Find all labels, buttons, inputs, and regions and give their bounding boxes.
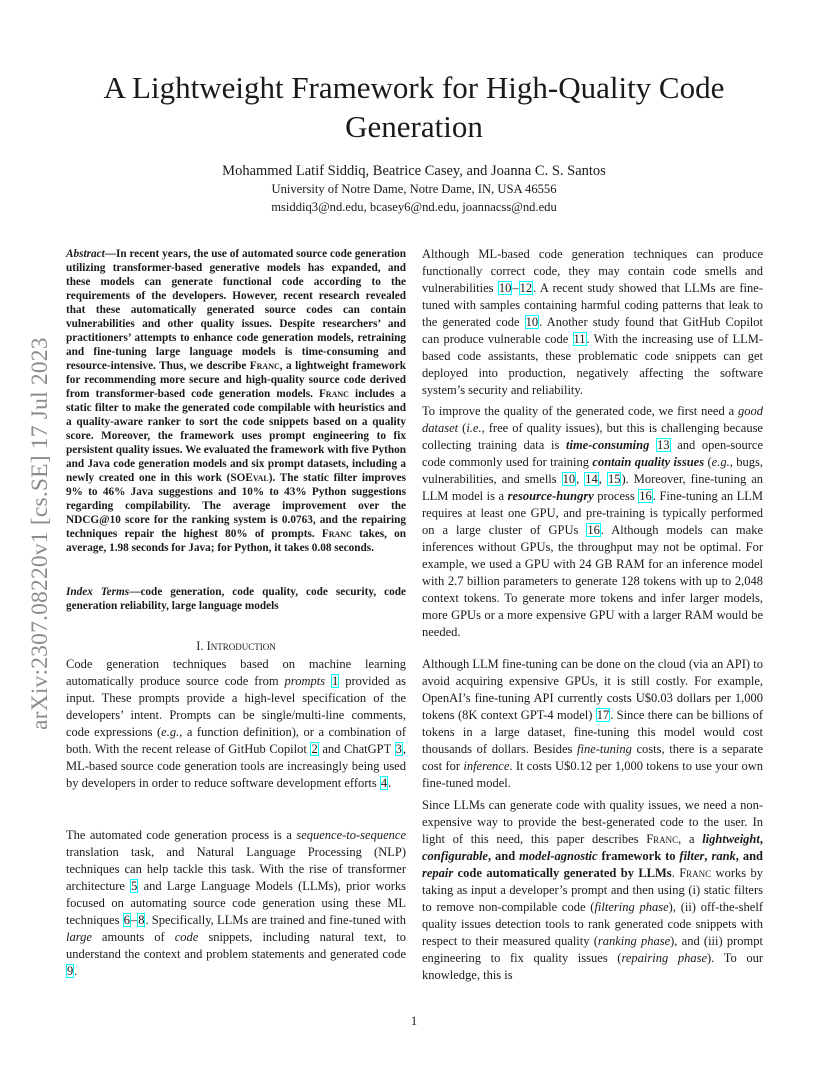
citation-link[interactable]: 5 bbox=[131, 879, 138, 893]
abstract-text: takes, on average, 1.98 seconds for Java; for Python, it takes 0.08 seconds. bbox=[66, 528, 406, 554]
abstract bbox=[66, 247, 406, 555]
page-number: 1 bbox=[410, 1014, 418, 1028]
affiliation: University of Notre Dame, Notre Dame, IN, USA 46556 bbox=[271, 182, 557, 196]
citation-link[interactable]: 9 bbox=[67, 964, 74, 978]
index-terms bbox=[66, 585, 406, 613]
author-emails: msiddiq3@nd.edu, bcasey6@nd.edu, joannacss@nd.edu bbox=[271, 200, 557, 214]
citation-link[interactable]: 2 bbox=[311, 742, 318, 756]
author-list: Mohammed Latif Siddiq, Beatrice Casey, and Joanna C. S. Santos bbox=[222, 163, 606, 179]
citation-link[interactable]: 10 bbox=[562, 472, 576, 486]
index-terms-lead: Index Terms bbox=[66, 586, 130, 598]
section-heading-introduction: I. Introduction bbox=[196, 639, 276, 653]
abstract-text: ). The static filter improves 9% to 46% Java suggestions and 10% to 43% Python suggestions regarding compilability. The average improvement over the NDCG@10 score for the ranking system is 0.0763, and the repairing techniques repair the highest 80% of prompts. bbox=[66, 472, 406, 540]
franc-name: Franc bbox=[318, 388, 349, 400]
citation-link[interactable]: 10 bbox=[525, 315, 539, 329]
citation-link[interactable]: 10 bbox=[498, 281, 512, 295]
soeval-name: SOEval bbox=[230, 472, 269, 484]
body-paragraph: Although LLM fine-tuning can be done on the cloud (via an API) to avoid acquiring expensive GPUs, it is still costly. For example, OpenAI’s fine-tuning API currently costs U$0.03 dollars per 1,000 tokens (8K context GPT-4 model) 17. Since there can be billions of tokens in a large dataset, fine-tuning this model would cost thousands of dollars. Besides fine-tuning costs, there is a separate cost for inference. It costs U$0.12 per 1,000 tokens to use your own fine-tuned model. bbox=[422, 657, 763, 790]
citation-link[interactable]: 8 bbox=[138, 913, 145, 927]
body-paragraph: Code generation techniques based on machine learning automatically produce source code from prompts 1 provided as input. These prompts provide a high-level specification of the developers’ intent. Prompts can be single/multi-line comments, code expressions (e.g., a function definition), or a combination of both. With the recent release of GitHub Copilot 2 and ChatGPT 3, ML-based source code generation tools are increasingly being used by developers in order to reduce software development efforts 4. bbox=[66, 657, 407, 790]
citation-link[interactable]: 16 bbox=[587, 523, 600, 537]
abstract-text: includes a static filter to make the generated code compilable with heuristics and a quality-aware ranker to sort the code snippets based on a quality score. Moreover, the framework uses prompt engineering to fix persistent quality issues. We evaluated the framework with five Python and Java code generation models and six prompt datasets, including a newly created one in this work ( bbox=[66, 388, 406, 484]
citation-link[interactable]: 16 bbox=[639, 489, 652, 503]
abstract-text: —In recent years, the use of automated source code generation utilizing transformer-based generative models has expanded, and these models can generate functional code according to the requirements of the developers. However, recent research revealed that these automatically generated source codes can contain vulnerabilities and other quality issues. Despite researchers’ and practitioners’ attempts to enhance code generation models, retraining and fine-tuning large language models is time-consuming and resource-intensive. Thus, we describe bbox=[66, 248, 406, 372]
index-terms-text: —code generation, code quality, code security, code generation reliability, large language models bbox=[66, 586, 406, 612]
franc-name: Franc bbox=[249, 360, 280, 372]
citation-link[interactable]: 12 bbox=[519, 281, 533, 295]
citation-link[interactable]: 6 bbox=[123, 913, 130, 927]
citation-link[interactable]: 15 bbox=[607, 472, 621, 486]
citation-link[interactable]: 3 bbox=[395, 742, 402, 756]
body-paragraph: Since LLMs can generate code with quality issues, we need a non-expensive way to provide the best-generated code to the user. In light of this need, this paper describes Franc, a lightweight, configurable, and model-agnostic framework to filter, rank, and repair code automatically generated by LLMs. Franc works by taking as input a developer’s prompt and then using (i) static filters to remove non-compilable code (filtering phase), (ii) off-the-shelf quality issues detection tools to rank generated code snippets with respect to their measured quality (ranking phase), and (iii) prompt engineering to fix quality issues (repairing phase). To our knowledge, this is bbox=[422, 798, 763, 982]
citation-link[interactable]: 11 bbox=[573, 332, 586, 346]
paper-title: A Lightweight Framework for High-Quality Code Generation bbox=[103, 70, 725, 144]
citation-link[interactable]: 1 bbox=[332, 674, 339, 688]
arxiv-identifier-sidebar: arXiv:2307.08220v1 [cs.SE] 17 Jul 2023 bbox=[27, 337, 53, 730]
citation-link[interactable]: 17 bbox=[596, 708, 610, 722]
body-paragraph: To improve the quality of the generated code, we first need a good dataset (i.e., free of quality issues), but this is challenging because collecting training data is time-consuming 13 and open-source code commonly used for training contain quality issues (e.g., bugs, vulnerabilities, and smells 10, 14, 15). Moreover, fine-tuning an LLM model is a resource-hungry process 16. Fine-tuning an LLM requires at least one GPU, and pre-training is typically performed on a large cluster of GPUs 16. Although models can make inferences without GPUs, the throughput may not be optimal. For example, we used a GPU with 24 GB RAM for an inference model with 2.7 billion parameters to generate 128 tokens with up to 2,048 context tokens. To generate more tokens and infer larger models, more GPUs or a more expensive GPU with a larger RAM would be needed. bbox=[422, 404, 764, 639]
abstract-lead: Abstract bbox=[66, 248, 105, 260]
body-paragraph: The automated code generation process is a sequence-to-sequence translation task, and Natural Language Processing (NLP) techniques can help tackle this task. With the rise of transformer architecture 5 and Large Language Models (LLMs), prior works focused on automating source code generation using these ML techniques 6–8. Specifically, LLMs are trained and fine-tuned with large amounts of code snippets, including natural text, to understand the context and problem statements and generated code 9. bbox=[66, 828, 406, 978]
citation-link[interactable]: 14 bbox=[585, 472, 598, 486]
body-paragraph: Although ML-based code generation techniques can produce functionally correct code, they may contain code smells and vulnerabilities 10–12. A recent study showed that LLMs are fine-tuned with samples containing harmful coding patterns that leak to the generated code 10. Another study found that GitHub Copilot can produce vulnerable code 11. With the increasing use of LLM-based code assistants, these problematic code snippets can get deployed into production, negatively affecting the software system’s security and reliability. bbox=[422, 247, 763, 397]
abstract-text: , a lightweight framework for recommending more secure and high-quality source code derived from transformer-based code generation models. bbox=[66, 360, 406, 400]
citation-link[interactable]: 13 bbox=[657, 438, 670, 452]
citation-link[interactable]: 4 bbox=[380, 776, 388, 790]
franc-name: Franc bbox=[321, 528, 352, 540]
